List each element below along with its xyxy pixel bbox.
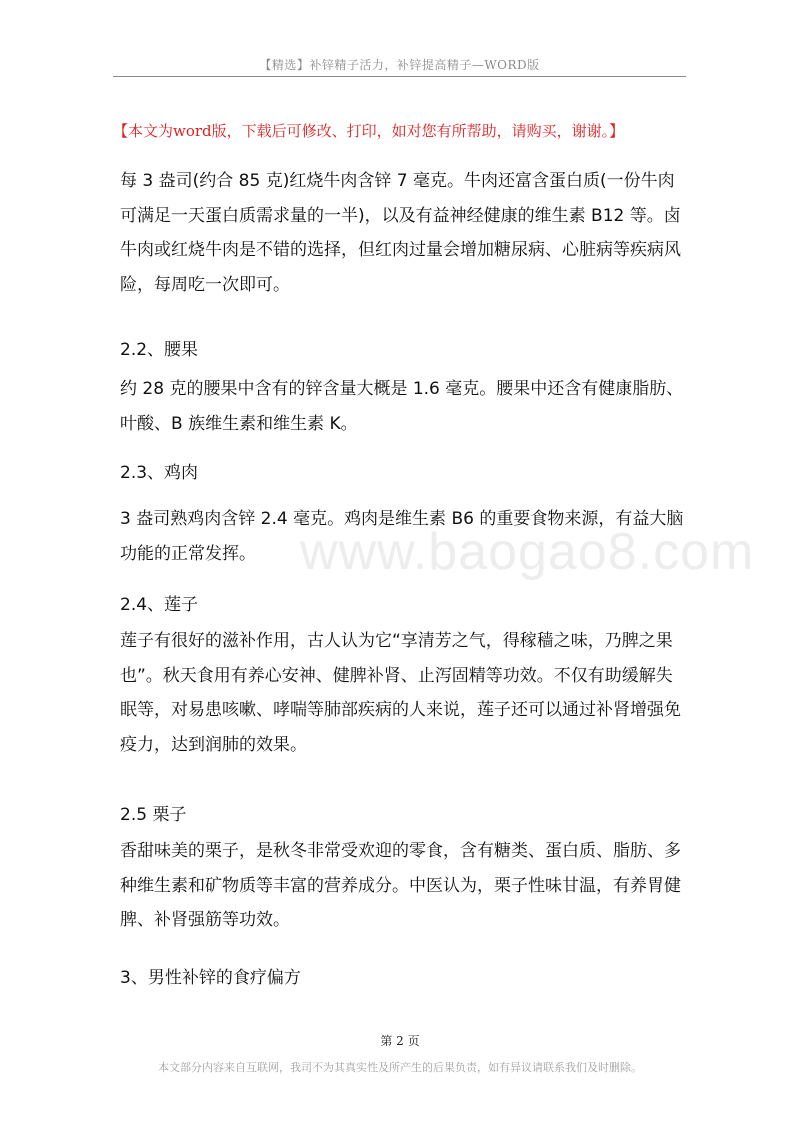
footer-disclaimer: 本文部分内容来自互联网，我司不为其真实性及所产生的后果负责，如有异议请联系我们及时删除。 <box>158 1061 642 1074</box>
body-paragraph: 3 盎司熟鸡肉含锌 2.4 毫克。鸡肉是维生素 B6 的重要食物来源，有益大脑功能的正常发挥。 <box>120 509 684 564</box>
heading-chicken <box>120 456 688 491</box>
page-header: 【精选】补锌精子活力，补锌提高精子—WORD版 <box>259 58 540 72</box>
header-divider <box>113 76 686 77</box>
body-paragraph: 莲子有很好的滋补作用，古人认为它“享清芳之气，得稼穑之味，乃脾之果也”。秋天食用有养心安神、健脾补肾、止泻固精等功效。不仅有助缓解失眠等，对易患咳嗽、哮喘等肺部疾病的人来说，莲子还可以通过补肾增强免疫力，达到润肺的效果。 <box>120 631 681 755</box>
paragraph-chestnut <box>120 834 688 938</box>
body-paragraph: 每 3 盎司(约合 85 克)红烧牛肉含锌 7 毫克。牛肉还富含蛋白质(一份牛肉可满足一天蛋白质需求量的一半)，以及有益神经健康的维生素 B12 等。卤牛肉或红烧牛肉是不错的选择，但红肉过量会增加糖尿病、心脏病等疾病风险，每周吃一次即可。 <box>120 171 681 295</box>
watermark: www.baogao8.com <box>300 523 755 581</box>
section-heading: 2.4、莲子 <box>120 595 199 615</box>
purchase-notice: 【本文为word版，下载后可修改、打印，如对您有所帮助，请购买，谢谢。】 <box>113 122 625 140</box>
heading-lotus <box>120 588 688 623</box>
paragraph-lotus <box>120 624 688 762</box>
page-number: 第 2 页 <box>380 1034 420 1048</box>
section-heading: 2.3、鸡肉 <box>120 463 199 483</box>
section-heading: 2.2、腰果 <box>120 340 199 360</box>
body-paragraph: 香甜味美的栗子，是秋冬非常受欢迎的零食，含有糖类、蛋白质、脂肪、多种维生素和矿物质等丰富的营养成分。中医认为，栗子性味甘温，有养胃健脾、补肾强筋等功效。 <box>120 841 681 930</box>
section-heading: 2.5 栗子 <box>120 805 187 825</box>
heading-cashew <box>120 333 688 368</box>
section-heading: 3、男性补锌的食疗偏方 <box>120 968 301 988</box>
paragraph-cashew <box>120 372 688 441</box>
heading-food-remedies <box>120 961 688 996</box>
paragraph-beef <box>120 164 688 302</box>
body-paragraph: 约 28 克的腰果中含有的锌含量大概是 1.6 毫克。腰果中还含有健康脂肪、叶酸、B 族维生素和维生素 K。 <box>120 379 684 434</box>
paragraph-chicken <box>120 502 688 571</box>
heading-chestnut <box>120 798 688 833</box>
